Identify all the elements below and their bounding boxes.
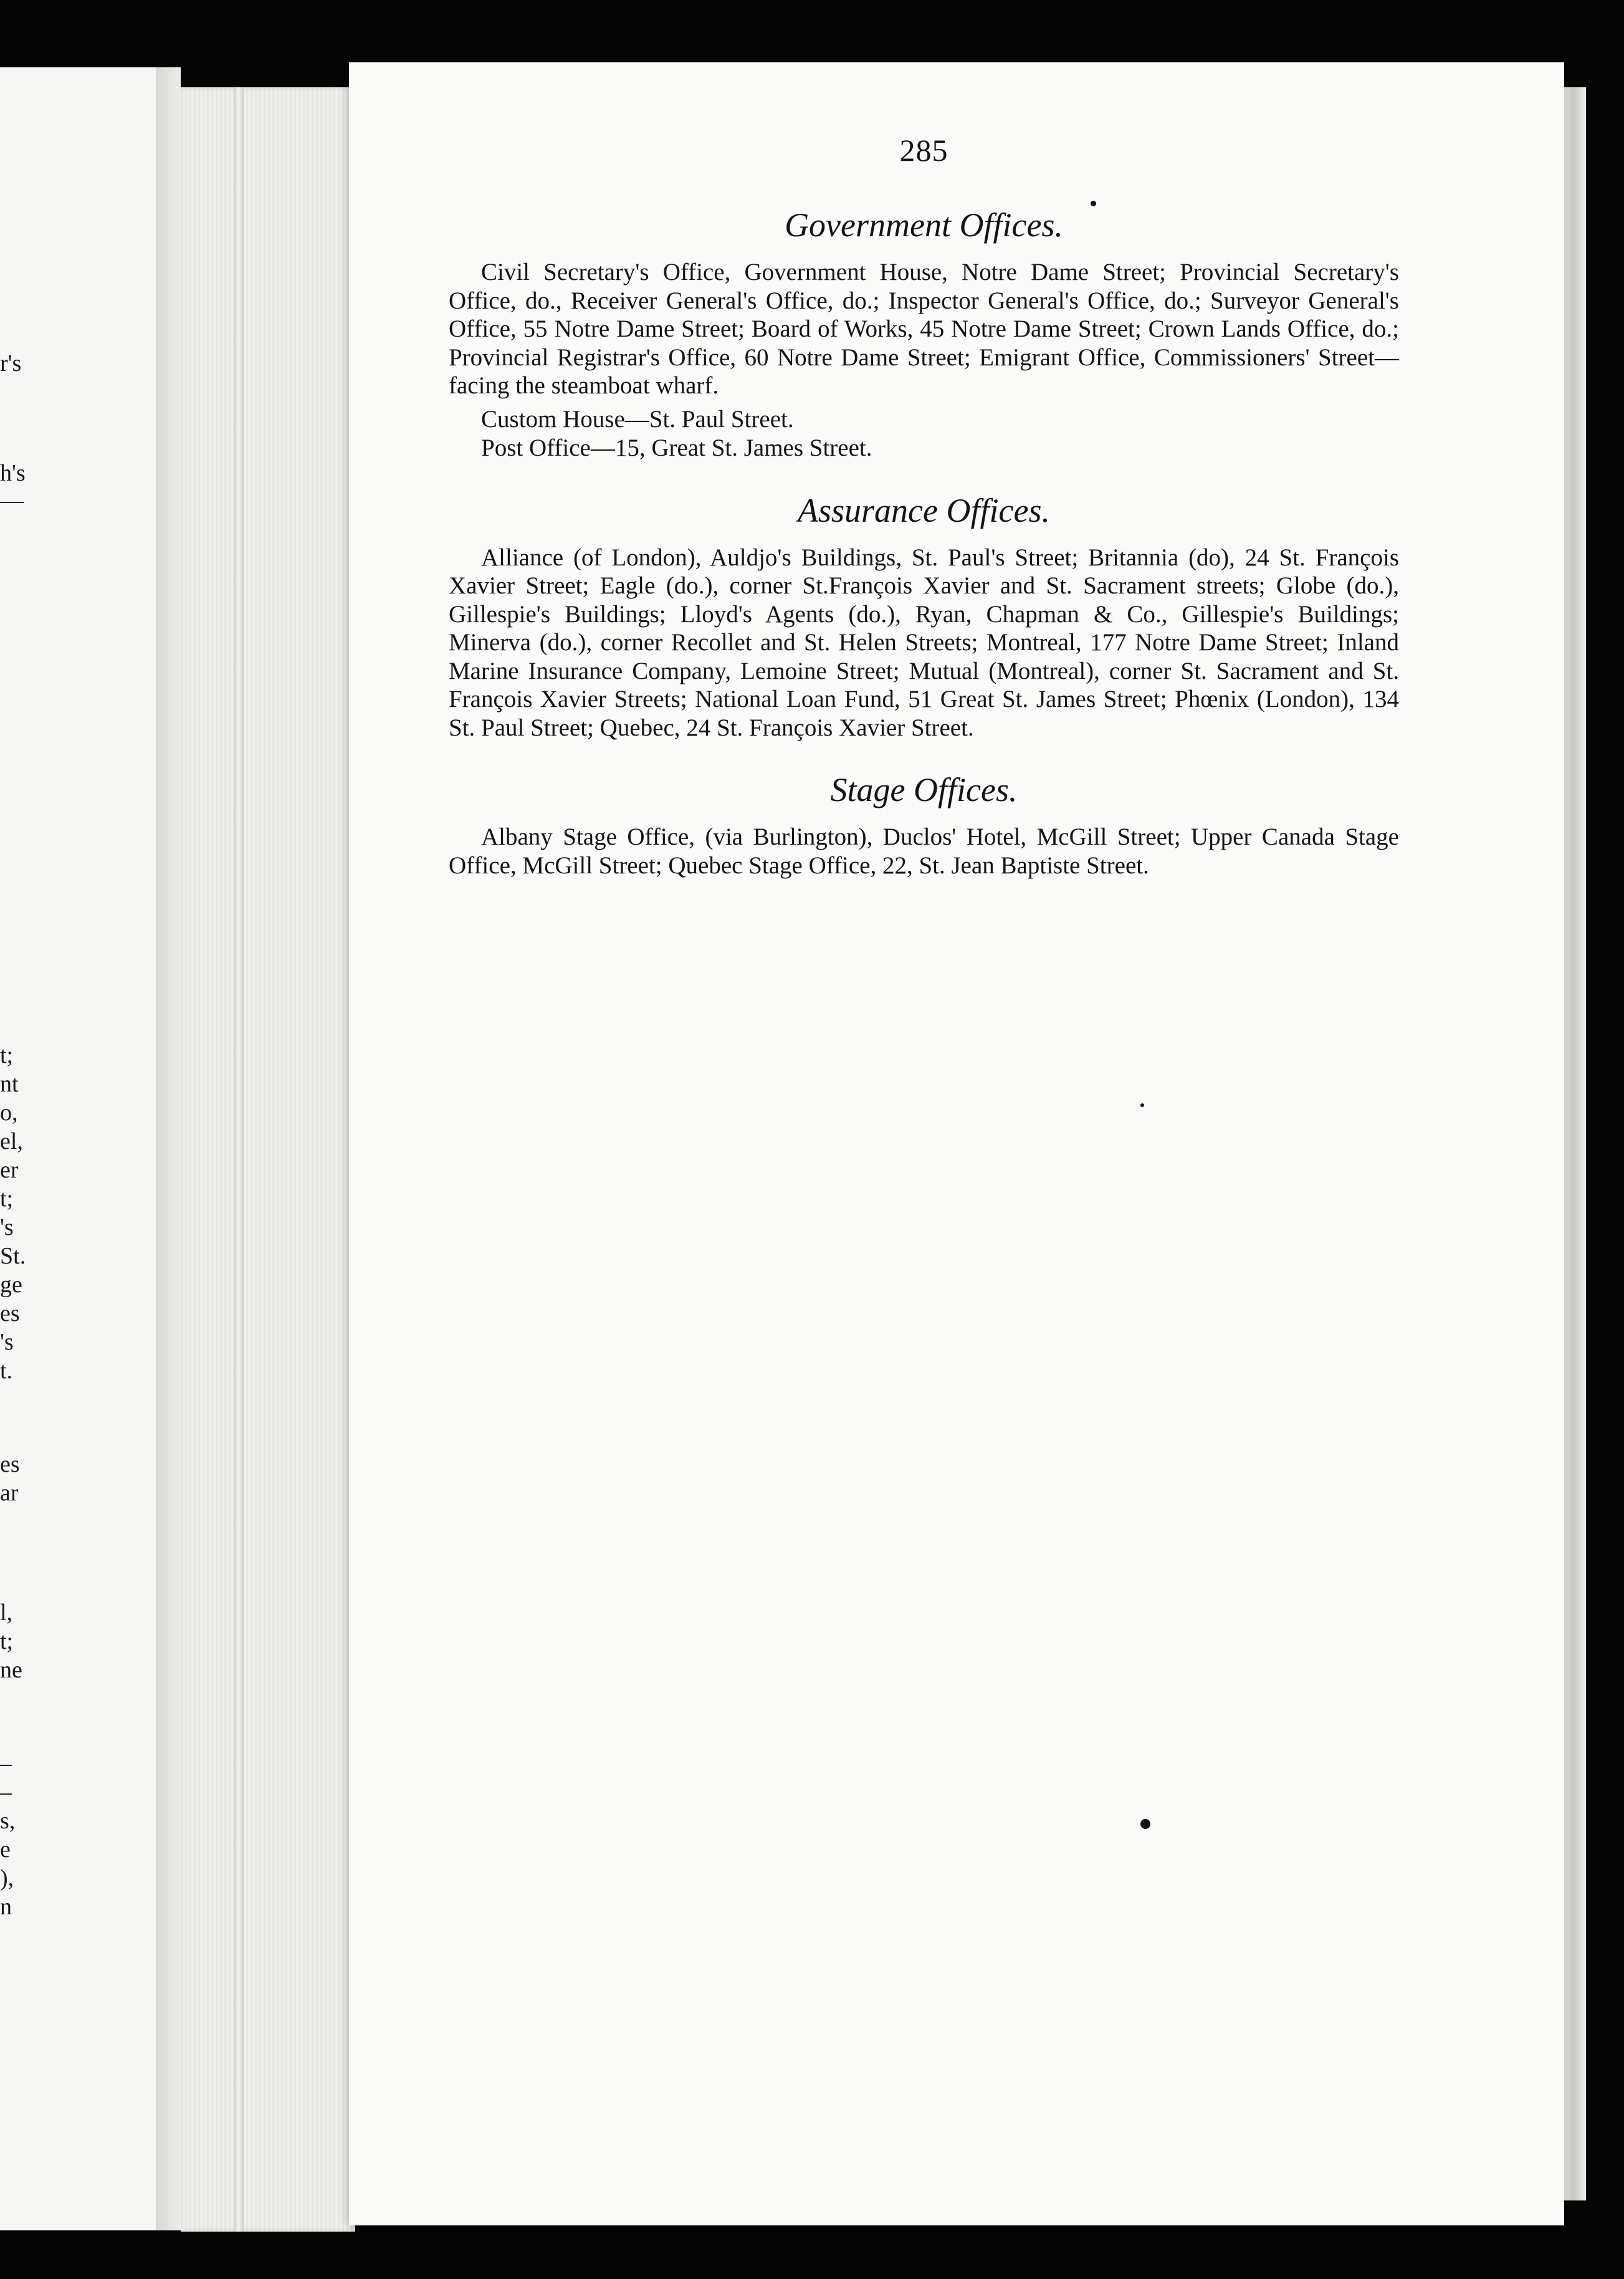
left-fragment: t; bbox=[0, 1042, 14, 1068]
section-heading-assurance: Assurance Offices. bbox=[798, 491, 1050, 529]
left-fragment: e bbox=[0, 1836, 11, 1863]
left-fragment: o, bbox=[0, 1100, 18, 1126]
left-fragment: h's bbox=[0, 460, 26, 486]
left-fragment: es bbox=[0, 1300, 20, 1327]
government-offices-paragraph: Civil Secretary's Office, Government House, Notre Dame Street; Provincial Secretary's Office, do., Receiver General's Office, do.; Inspector General's Office, do.; Surveyor General's Office, 55 Notre Dame Street; Board of Works, 45 Notre Dame Street; Crown Lands Office, do.; Provincial Registrar's Office, 60 Notre Dame Street; Emigrant Office, Commissioners' Street—facing the steamboat wharf. bbox=[449, 259, 1399, 399]
page-number: 285 bbox=[899, 133, 948, 168]
left-fragment: ), bbox=[0, 1865, 14, 1891]
right-page bbox=[349, 62, 1564, 2225]
left-fragment: St. bbox=[0, 1243, 26, 1269]
ink-speck bbox=[1140, 1103, 1144, 1107]
left-fragment: – bbox=[0, 1779, 12, 1805]
post-office-line: Post Office—15, Great St. James Street. bbox=[481, 434, 872, 461]
left-fragment: ge bbox=[0, 1272, 22, 1298]
page-edge bbox=[1561, 87, 1586, 2200]
assurance-offices-paragraph: Alliance (of London), Auldjo's Buildings, St. Paul's Street; Britannia (do), 24 St. François Xavier Street; Eagle (do.), corner St.François Xavier and St. Sacrament streets; Globe (do.), Gillespie's Buildings; Lloyd's Agents (do.), Ryan, Chapman & Co., Gillespie's Buildings; Minerva (do.), corner Recollet and St. Helen Streets; Montreal, 177 Notre Dame Street; Inland Marine Insurance Company, Lemoine Street; Mutual (Montreal), corner St. Sacrament and St. François Xavier Streets; National Loan Fund, 51 Great St. James Street; Phœnix (London), 134 St. Paul Street; Quebec, 24 St. François Xavier Street. bbox=[449, 544, 1399, 741]
left-fragment: t; bbox=[0, 1628, 14, 1654]
custom-house-line: Custom House—St. Paul Street. bbox=[481, 405, 794, 433]
left-fragment: t; bbox=[0, 1186, 14, 1212]
left-fragment: es bbox=[0, 1451, 20, 1477]
left-page-fragments bbox=[0, 67, 156, 2230]
book-spine bbox=[181, 87, 355, 2232]
left-facing-page bbox=[0, 67, 156, 2230]
left-fragment: n bbox=[0, 1894, 12, 1920]
left-fragment: nt bbox=[0, 1071, 19, 1097]
gutter-shadow bbox=[156, 67, 181, 2230]
left-fragment: ar bbox=[0, 1480, 19, 1506]
left-fragment: l, bbox=[0, 1600, 13, 1626]
left-fragment: – bbox=[0, 1750, 12, 1777]
left-fragment: ne bbox=[0, 1657, 22, 1683]
left-fragment: r's bbox=[0, 350, 22, 377]
left-fragment: el, bbox=[0, 1128, 23, 1154]
left-fragment: 's bbox=[0, 1329, 14, 1355]
ink-speck bbox=[1140, 1819, 1150, 1829]
left-fragment: s, bbox=[0, 1808, 16, 1834]
left-fragment: t. bbox=[0, 1358, 13, 1384]
page-content bbox=[449, 62, 1399, 880]
left-fragment: er bbox=[0, 1157, 19, 1183]
section-heading-stage: Stage Offices. bbox=[830, 771, 1018, 808]
section-heading-government: Government Offices. bbox=[785, 206, 1063, 244]
left-fragment: 's bbox=[0, 1214, 14, 1240]
spine-fold bbox=[234, 87, 244, 2232]
left-fragment: — bbox=[0, 487, 24, 514]
stage-offices-paragraph: Albany Stage Office, (via Burlington), Duclos' Hotel, McGill Street; Upper Canada Stage Office, McGill Street; Quebec Stage Office, 22, St. Jean Baptiste Street. bbox=[449, 823, 1399, 879]
